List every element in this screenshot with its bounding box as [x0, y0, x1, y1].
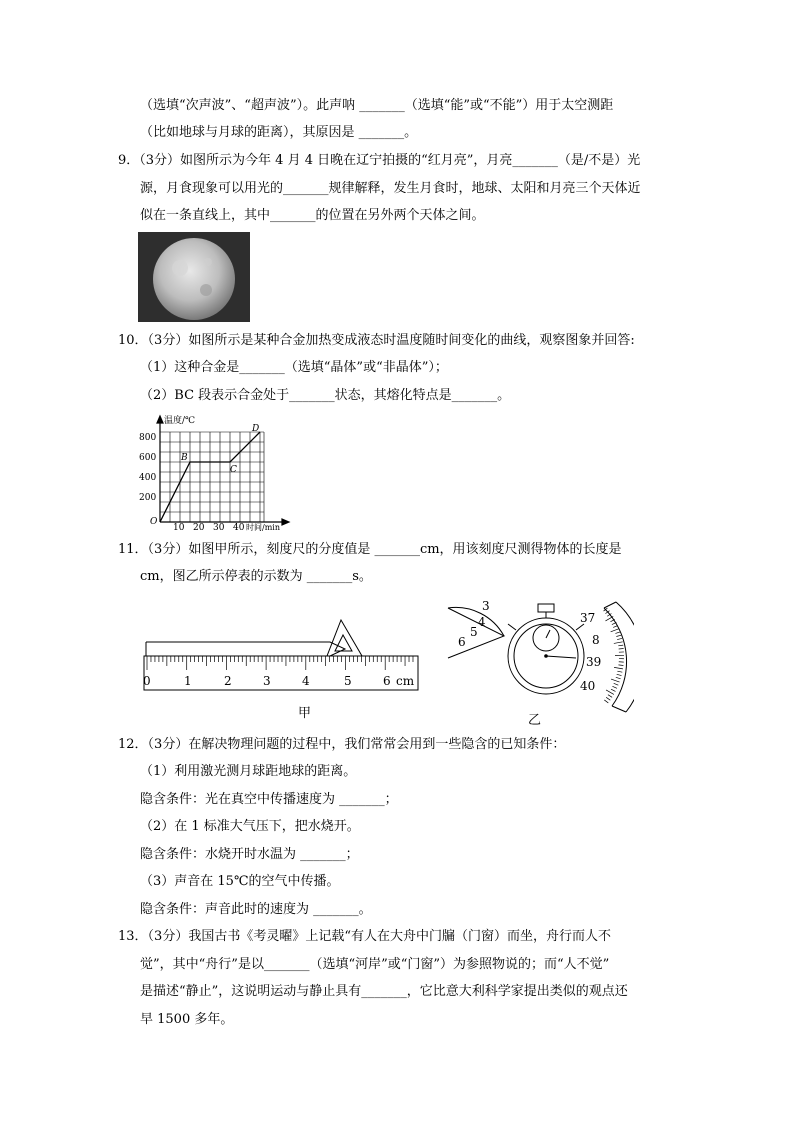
q11-line-2: cm，图乙所示停表的示数为 _______s。: [140, 569, 372, 584]
stopwatch-tick: [616, 677, 621, 678]
graph-x-tick-10: 10: [173, 523, 185, 532]
stopwatch-outer-39: 39: [586, 655, 602, 669]
stopwatch-inner-6: 6: [458, 635, 466, 649]
stopwatch-tick: [614, 642, 623, 644]
graph-y-tick-200: 200: [139, 493, 157, 503]
stopwatch-outer-ticks: [604, 608, 624, 703]
q12-line-2: （1）利用激光测月球距地球的距离。: [140, 764, 357, 779]
caption-jia: 甲: [298, 706, 312, 721]
graph-x-label: 时间/min: [246, 523, 280, 532]
q12-line-4: （2）在 1 标准大气压下，把水烧开。: [140, 819, 360, 834]
q13-line-4: 早 1500 多年。: [140, 1012, 234, 1027]
stopwatch-tick: [617, 674, 622, 675]
stopwatch-tick: [605, 616, 613, 621]
ruler-number-5: 5: [344, 674, 352, 688]
stopwatch-tick: [617, 671, 622, 672]
temperature-time-graph: [138, 414, 298, 532]
q9-line-2: 源，月食现象可以用光的_______规律解释，发生月食时，地球、太阳和月亮三个天体近: [140, 181, 641, 196]
ruler-number-3: 3: [263, 674, 271, 688]
graph-point-d: D: [252, 424, 260, 434]
graph-y-tick-800: 800: [139, 433, 157, 443]
stopwatch-tick: [606, 690, 614, 694]
q10-line-3: （2）BC 段表示合金处于_______状态，其熔化特点是_______。: [140, 388, 511, 403]
graph-y-tick-600: 600: [139, 453, 157, 463]
ruler-ticks: [147, 656, 413, 670]
stopwatch-tick: [617, 638, 622, 639]
q12-line-6: （3）声音在 15℃的空气中传播。: [140, 874, 340, 889]
stopwatch-tick: [616, 635, 621, 636]
graph-x-tick-20: 20: [193, 523, 205, 532]
ruler-number-4: 4: [302, 674, 310, 688]
q13-line-2: 觉”，其中“舟行”是以_______（选填“河岸”或“门窗”）为参照物说的；而“人不觉”: [140, 957, 610, 972]
ruler-unit: cm: [396, 674, 415, 688]
q9-line-3: 似在一条直线上，其中_______的位置在另外两个天体之间。: [140, 208, 485, 223]
stopwatch-tick: [611, 689, 615, 691]
stopwatch-tick: [614, 683, 619, 685]
stopwatch-tick: [612, 686, 617, 688]
graph-point-b: B: [181, 453, 188, 463]
stopwatch-tick: [611, 629, 619, 632]
red-moon-photo: [138, 232, 250, 322]
ruler-number-0: 0: [143, 674, 151, 688]
stopwatch-tick: [604, 700, 608, 703]
stopwatch-figure: [444, 596, 634, 728]
q12-line-5: 隐含条件：水烧开时水温为 _______；: [140, 847, 359, 862]
q8-line-1: （选填“次声波”、“超声波”）。此声呐 _______（选填“能”或“不能”）用于太空测距: [140, 98, 614, 113]
caption-yi: 乙: [528, 713, 542, 728]
stopwatch-tick: [606, 697, 610, 700]
ruler-number-6: 6: [383, 674, 391, 688]
q12-line-7: 隐含条件：声音此时的速度为 _______。: [140, 902, 372, 917]
stopwatch-tick: [611, 679, 619, 682]
q13-line-1: 13．（3分）我国古书《考灵曜》上记载“有人在大舟中门牖（门窗）而坐，舟行而人不: [118, 929, 611, 944]
ruler-figure: [138, 612, 422, 722]
q10-line-1: 10．（3分）如图所示是某种合金加热变成液态时温度随时间变化的曲线，观察图象并回答:: [118, 333, 635, 348]
stopwatch-inner-5: 5: [470, 625, 478, 639]
stopwatch-tick: [613, 626, 618, 628]
q11-line-1: 11．（3分）如图甲所示，刻度尺的分度值是 _______cm，用该刻度尺测得物体的长度是: [118, 542, 622, 557]
graph-x-tick-40: 40: [233, 523, 245, 532]
stopwatch-outer-40: 40: [580, 679, 596, 693]
stopwatch-outer-8: 8: [592, 633, 600, 647]
q12-line-1: 12．（3分）在解决物理问题的过程中，我们常常会用到一些隐含的已知条件：: [118, 737, 566, 752]
q8-line-2: （比如地球与月球的距离），其原因是 _______。: [140, 125, 418, 140]
stopwatch-tick: [615, 632, 620, 634]
graph-origin: O: [150, 517, 158, 527]
graph-x-tick-30: 30: [213, 523, 225, 532]
stopwatch-tick: [618, 645, 623, 646]
stopwatch-tick: [614, 667, 623, 668]
graph-point-c: C: [230, 465, 237, 475]
q13-line-3: 是描述“静止”，这说明运动与静止具有_______，它比意大利科学家提出类似的观点还: [140, 984, 628, 999]
stopwatch-inner-4: 4: [478, 615, 486, 629]
stopwatch-outer-37: 37: [580, 611, 596, 625]
stopwatch-inner-3: 3: [482, 599, 490, 613]
ruler-number-2: 2: [224, 674, 232, 688]
stopwatch-tick: [618, 665, 623, 666]
stopwatch-tick: [608, 695, 612, 698]
q9-line-1: 9．（3分）如图所示为今年 4 月 4 日晚在辽宁拍摄的“红月亮”，月亮_______（是/不是）光: [118, 153, 641, 168]
graph-y-label: 温度/℃: [164, 416, 196, 426]
q10-line-2: （1）这种合金是_______（选填“晶体”或“非晶体”）；: [140, 360, 448, 375]
q12-line-3: 隐含条件：光在真空中传播速度为 _______；: [140, 792, 398, 807]
ruler-number-1: 1: [184, 674, 192, 688]
graph-y-tick-400: 400: [139, 473, 157, 483]
